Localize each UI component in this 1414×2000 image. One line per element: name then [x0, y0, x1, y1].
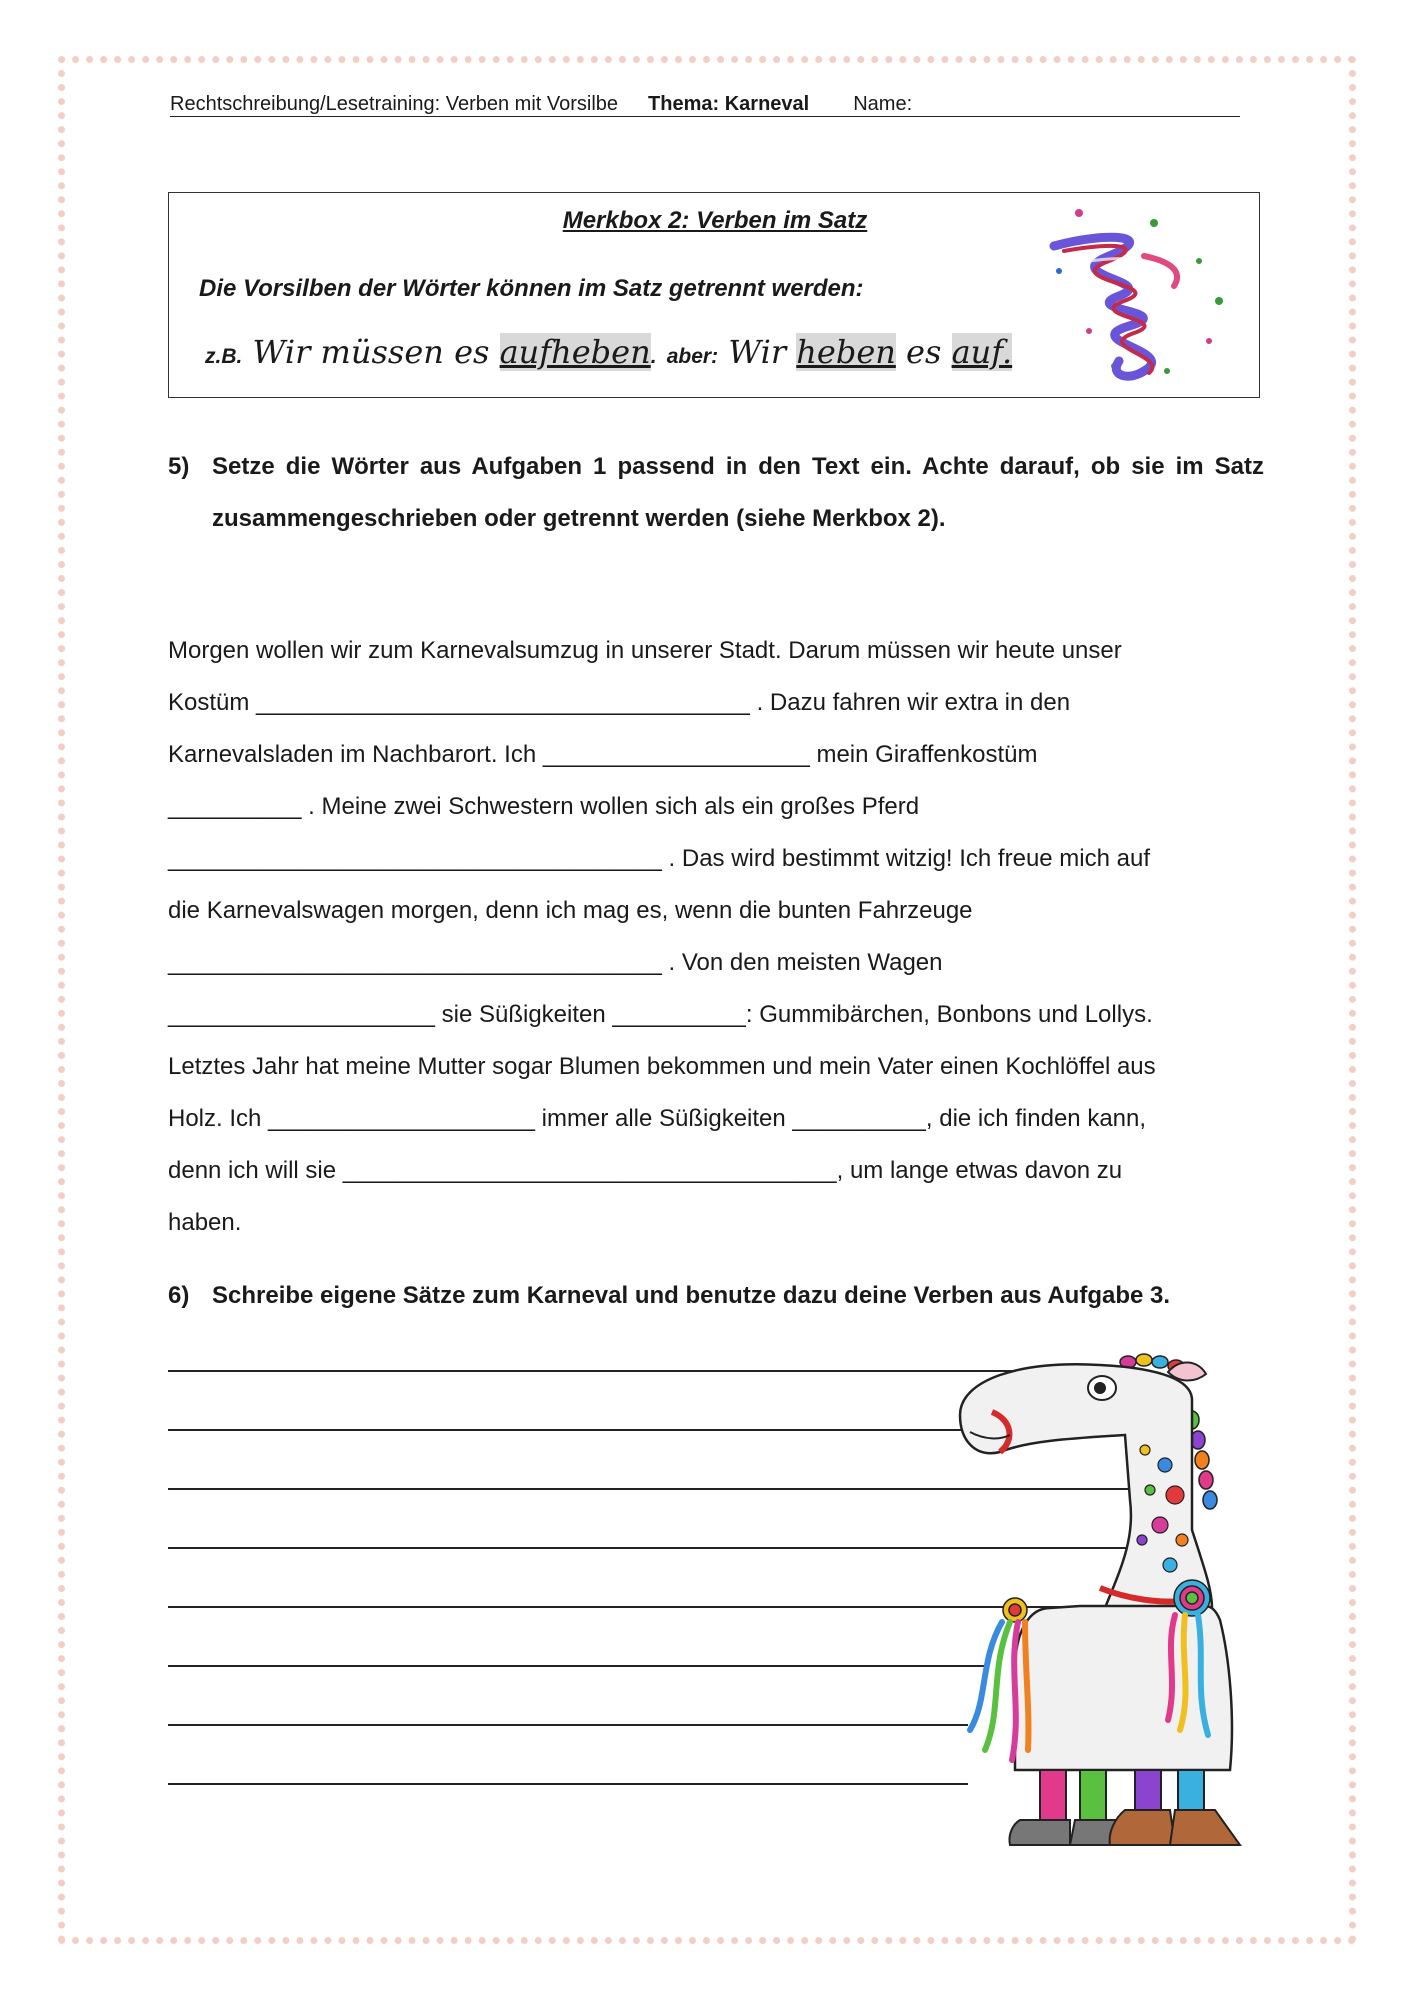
cloze-line: ____________________ sie Süßigkeiten __________: Gummibärchen, Bonbons und Lollys. [168, 1001, 1153, 1028]
example-part2: Wir [728, 333, 787, 371]
merkbox-example [205, 333, 1012, 371]
example-part1: Wir müssen es [252, 333, 490, 371]
party-streamer-icon [1049, 201, 1249, 391]
task-5-number: 5) [168, 453, 190, 480]
example-prefix: z.B. [205, 345, 243, 368]
cloze-line: Holz. Ich ____________________ immer alle Süßigkeiten __________, die ich finden kann, [168, 1105, 1147, 1132]
writing-line[interactable] [168, 1724, 968, 1726]
task-6-number: 6) [168, 1282, 190, 1309]
cloze-text [168, 625, 1248, 1249]
cloze-line: Kostüm _____________________________________ . Dazu fahren wir extra in den [168, 689, 1071, 716]
merkbox [168, 192, 1260, 398]
example-part3: es [906, 333, 942, 371]
cloze-line: die Karnevalswagen morgen, denn ich mag es, wenn die bunten Fahrzeuge [168, 897, 973, 924]
example-word1: aufheben [499, 333, 651, 371]
writing-line[interactable] [168, 1783, 968, 1785]
cloze-line: _____________________________________ . Von den meisten Wagen [168, 949, 943, 976]
worksheet-header [170, 86, 1240, 117]
writing-line[interactable] [168, 1370, 1028, 1372]
cloze-line: Letztes Jahr hat meine Mutter sogar Blumen bekommen und mein Vater einen Kochlöffel aus [168, 1053, 1156, 1080]
merkbox-rule: Die Vorsilben der Wörter können im Satz getrennt werden: [199, 275, 864, 302]
cloze-line: __________ . Meine zwei Schwestern wollen sich als ein großes Pferd [168, 793, 920, 820]
example-word3: auf. [951, 333, 1013, 371]
header-name-label: Name: [853, 93, 913, 115]
writing-line[interactable] [168, 1429, 1028, 1431]
cloze-line: _____________________________________ . Das wird bestimmt witzig! Ich freue mich auf [168, 845, 1151, 872]
task-5-text: Setze die Wörter aus Aufgaben 1 passend in den Text ein. Achte darauf, ob sie im Satz zusammengeschrieben oder getrennt werden (siehe Merkbox 2). [212, 453, 1264, 532]
header-subject: Rechtschreibung/Lesetraining: Verben mit Vorsilbe [170, 93, 619, 115]
example-dot: . [650, 345, 657, 368]
example-word2: heben [796, 333, 896, 371]
writing-line[interactable] [168, 1665, 988, 1667]
carnival-horse-illustration [930, 1340, 1310, 1860]
cloze-line: Morgen wollen wir zum Karnevalsumzug in unserer Stadt. Darum müssen wir heute unser [168, 637, 1122, 664]
cloze-line: haben. [168, 1209, 242, 1236]
task-6-text: Schreibe eigene Sätze zum Karneval und benutze dazu deine Verben aus Aufgabe 3. [212, 1282, 1171, 1309]
merkbox-title: Merkbox 2: Verben im Satz [562, 207, 868, 234]
cloze-line: denn ich will sie _____________________________________, um lange etwas davon zu [168, 1157, 1123, 1184]
cloze-line: Karnevalsladen im Nachbarort. Ich ____________________ mein Giraffenkostüm [168, 741, 1038, 768]
header-theme: Thema: Karneval [648, 93, 810, 115]
example-aber: aber: [666, 345, 719, 368]
